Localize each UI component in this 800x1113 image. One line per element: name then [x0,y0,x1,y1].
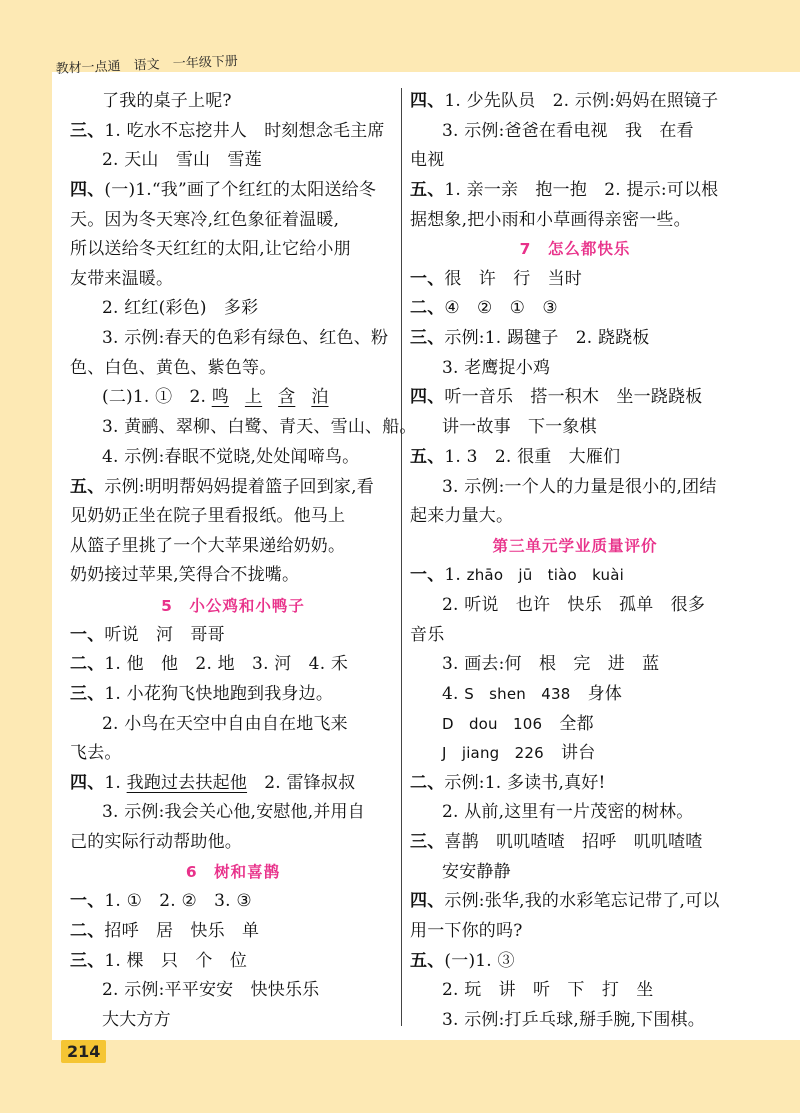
answer-line: 三、1. 吃水不忘挖井人 时刻想念毛主席 [70,121,385,141]
answer-line: J jiang 226 讲台 [442,743,596,763]
answer-line: 二、④ ② ① ③ [410,298,558,318]
answer-line: 所以送给冬天红红的太阳,让它给小朋 [70,239,351,259]
pinyin-text: J jiang 226 [442,744,544,762]
answer-line: 四、示例:张华,我的水彩笔忘记带了,可以 [410,891,720,911]
lesson-title: 6 树和喜鹊 [185,863,281,881]
section-marker: 四、 [410,387,445,407]
answer-line: 五、示例:明明帮妈妈提着篮子回到家,看 [70,477,374,497]
answer-line: 己的实际行动帮助他。 [70,832,242,852]
section-marker: 五、 [410,180,445,200]
section-marker: 四、 [70,773,105,793]
section-marker: 三、 [410,328,445,348]
column-divider [401,88,402,1026]
underlined-word: 上 [244,387,263,407]
answer-line: 3. 示例:春天的色彩有绿色、红色、粉 [102,328,389,348]
answer-line: 2. 天山 雪山 雪莲 [102,150,262,170]
answer-line: 五、(一)1. ③ [410,951,515,971]
section-marker: 一、 [70,625,105,645]
answer-line: 3. 黄鹂、翠柳、白鹭、青天、雪山、船。 [102,417,417,437]
answer-line: 3. 示例:爸爸在看电视 我 在看 [442,121,694,141]
section-marker: 一、 [410,269,445,289]
answer-line: 见奶奶正坐在院子里看报纸。他马上 [70,506,346,526]
answer-line: 一、听说 河 哥哥 [70,625,225,645]
pinyin-text: D dou 106 [442,715,543,733]
answer-line: 色、白色、黄色、紫色等。 [70,358,277,378]
underlined-word: 含 [278,387,296,407]
section-marker: 二、 [410,773,445,793]
answer-line: 2. 玩 讲 听 下 打 坐 [442,980,654,1000]
answer-line: 3. 示例:一个人的力量是很小的,团结 [442,477,717,497]
answer-line: 从篮子里挑了一个大苹果递给奶奶。 [70,536,346,556]
answer-line: 2. 从前,这里有一片茂密的树林。 [442,802,694,822]
answer-line: D dou 106 全都 [442,714,594,734]
answer-line: 三、示例:1. 踢毽子 2. 跷跷板 [410,328,650,348]
book-title: 教材一点通 [55,59,121,77]
answer-line: 3. 老鹰捉小鸡 [442,358,551,378]
answer-line: 音乐 [410,625,445,645]
answer-line: 一、1. ① 2. ② 3. ③ [70,891,252,911]
section-marker: 二、 [70,921,105,941]
pinyin-text: zhāo jū tiào kuài [466,566,624,584]
answer-line: 4. 示例:春眠不觉晓,处处闻啼鸟。 [102,447,360,467]
section-marker: 二、 [70,654,105,674]
lesson-title: 7 怎么都快乐 [519,240,631,258]
section-marker: 四、 [410,891,445,911]
underlined-answer: 我跑过去扶起他 [126,773,248,793]
section-marker: 四、 [70,180,105,200]
answer-line: 三、1. 小花狗飞快地跑到我身边。 [70,684,334,704]
answer-line: 电视 [410,150,445,170]
answer-line: 三、喜鹊 叽叽喳喳 招呼 叽叽喳喳 [410,832,703,852]
answer-line: 大大方方 [102,1010,171,1030]
pinyin-text: S shen 438 [464,685,571,703]
answer-line: 一、1. zhāo jū tiào kuài [410,565,624,585]
answer-line: (二)1. ① 2. 鸣 上 含 泊 [102,387,329,407]
answer-line: 了我的桌子上呢? [102,91,232,111]
answer-line: 二、示例:1. 多读书,真好! [410,773,606,793]
answer-line: 4. S shen 438 身体 [442,684,623,704]
section-marker: 五、 [70,477,105,497]
answer-line: 四、听一音乐 搭一积木 坐一跷跷板 [410,387,703,407]
answer-line: 2. 红红(彩色) 多彩 [102,298,259,318]
answer-line: 四、(一)1.“我”画了个红红的太阳送给冬 [70,180,377,200]
answer-line: 起来力量大。 [410,506,514,526]
answer-line: 安安静静 [442,862,511,882]
answer-line: 3. 示例:打乒乓球,掰手腕,下围棋。 [442,1010,705,1030]
answer-line: 二、1. 他 他 2. 地 3. 河 4. 禾 [70,654,349,674]
answer-line: 3. 示例:我会关心他,安慰他,并用自 [102,802,365,822]
answer-line: 3. 画去:何 根 完 进 蓝 [442,654,660,674]
answer-line: 四、1. 我跑过去扶起他 2. 雷锋叔叔 [70,773,356,793]
section-marker: 三、 [410,832,445,852]
section-marker: 一、 [70,891,105,911]
page-number: 214 [61,1040,106,1063]
unit-assessment-title: 第三单元学业质量评价 [492,537,658,555]
answer-line: 奶奶接过苹果,笑得合不拢嘴。 [70,565,300,585]
section-marker: 五、 [410,951,445,971]
answer-line: 讲一故事 下一象棋 [442,417,597,437]
subject-label: 语文 [133,57,161,74]
answer-line: 二、招呼 居 快乐 单 [70,921,260,941]
answer-line: 三、1. 棵 只 个 位 [70,951,248,971]
answer-line: 2. 小鸟在天空中自由自在地飞来 [102,714,348,734]
section-marker: 五、 [410,447,445,467]
section-marker: 二、 [410,298,445,318]
answer-line: 四、1. 少先队员 2. 示例:妈妈在照镜子 [410,91,719,111]
answer-line: 五、1. 亲一亲 抱一抱 2. 提示:可以根 [410,180,719,200]
answer-line: 五、1. 3 2. 很重 大雁们 [410,447,621,467]
answer-line: 2. 示例:平平安安 快快乐乐 [102,980,320,1000]
answer-line: 一、很 许 行 当时 [410,269,583,289]
answer-line: 据想象,把小雨和小草画得亲密一些。 [410,210,691,230]
section-marker: 四、 [410,91,445,111]
lesson-title: 5 小公鸡和小鸭子 [161,597,305,615]
underlined-word: 泊 [311,387,329,407]
section-marker: 一、 [410,565,445,585]
underlined-word: 鸣 [211,387,229,407]
answer-line: 友带来温暖。 [70,269,174,289]
section-marker: 三、 [70,121,105,141]
section-marker: 三、 [70,684,105,704]
answer-line: 天。因为冬天寒冷,红色象征着温暖, [70,210,340,230]
answer-line: 用一下你的吗? [410,921,523,941]
grade-label: 一年级下册 [172,54,239,72]
answer-line: 2. 听说 也许 快乐 孤单 很多 [442,595,706,615]
answer-line: 飞去。 [70,743,122,763]
section-marker: 三、 [70,951,105,971]
